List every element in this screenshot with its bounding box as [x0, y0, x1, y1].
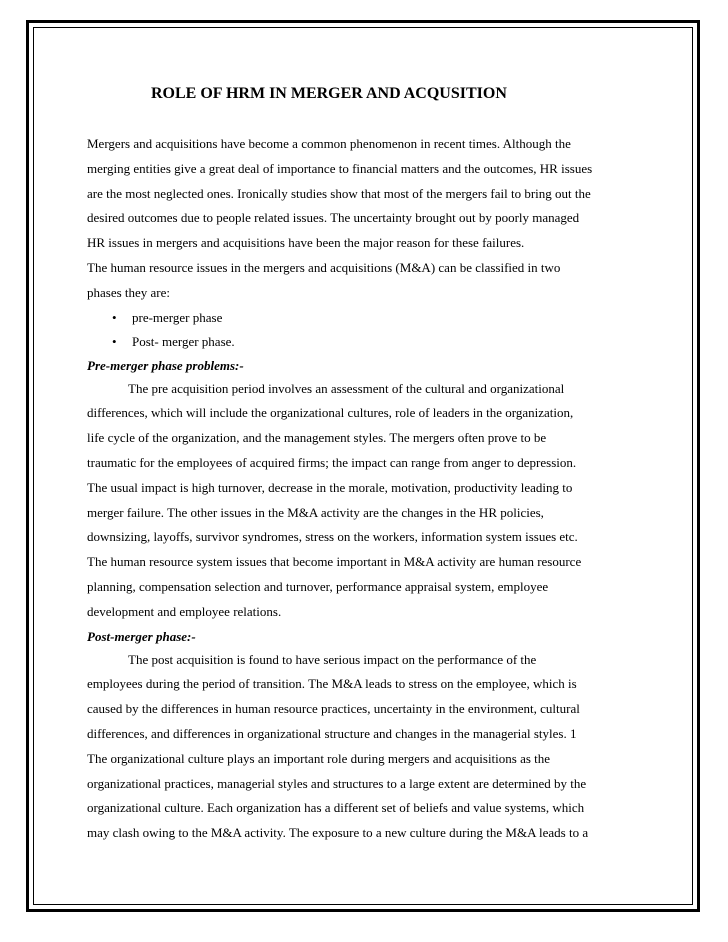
post-merger-line: caused by the differences in human resource practices, uncertainty in the environment, cultural: [87, 701, 580, 717]
pre-merger-line: The human resource system issues that become important in M&A activity are human resource: [87, 554, 582, 570]
post-merger-line: The organizational culture plays an important role during mergers and acquisitions as the: [87, 750, 551, 766]
intro-line: The human resource issues in the mergers and acquisitions (M&A) can be classified in two: [87, 259, 561, 275]
post-merger-line: differences, and differences in organizational structure and changes in the managerial styles. 1: [87, 725, 577, 741]
post-merger-line: The post acquisition is found to have serious impact on the performance of the: [128, 651, 537, 667]
pre-merger-line: traumatic for the employees of acquired firms; the impact can range from anger to depression.: [87, 454, 577, 470]
pre-merger-line: The usual impact is high turnover, decrease in the morale, motivation, productivity leading to: [87, 479, 573, 495]
pre-merger-line: planning, compensation selection and turnover, performance appraisal system, employee: [87, 578, 549, 594]
list-item: [87, 330, 647, 354]
post-merger-line: organizational culture. Each organization has a different set of beliefs and value systems, which: [87, 800, 585, 816]
bullet-icon: •: [112, 333, 117, 349]
intro-line: Mergers and acquisitions have become a common phenomenon in recent times. Although the: [87, 136, 571, 151]
pre-merger-line: differences, which will include the organizational cultures, role of leaders in the organization,: [87, 405, 574, 421]
post-merger-paragraph: [87, 648, 647, 846]
post-merger-heading: Post-merger phase:-: [87, 628, 196, 644]
pre-merger-line: The pre acquisition period involves an assessment of the cultural and organizational: [128, 380, 565, 396]
pre-merger-heading: Pre-merger phase problems:-: [87, 357, 244, 373]
post-merger-line: employees during the period of transition. The M&A leads to stress on the employee, which is: [87, 676, 577, 692]
intro-line: HR issues in mergers and acquisitions have been the major reason for these failures.: [87, 235, 525, 251]
pre-merger-line: downsizing, layoffs, survivor syndromes, stress on the workers, information system issues etc.: [87, 529, 578, 545]
intro-line: phases they are:: [87, 284, 171, 300]
intro-paragraph: [87, 132, 647, 306]
pre-merger-line: merger failure. The other issues in the M&A activity are the changes in the HR policies,: [87, 504, 544, 520]
post-merger-line: organizational practices, managerial styles and structures to a large extent are determined by the: [87, 775, 587, 791]
document-title: ROLE OF HRM IN MERGER AND ACQUSITION: [151, 85, 507, 102]
intro-line: are the most neglected ones. Ironically studies show that most of the mergers fail to bring out the: [87, 185, 591, 201]
list-item: [87, 306, 647, 330]
list-item-label: pre-merger phase: [132, 309, 223, 325]
pre-merger-line: life cycle of the organization, and the management styles. The mergers often prove to be: [87, 430, 547, 446]
phase-list: [87, 306, 647, 354]
list-item-label: Post- merger phase.: [132, 333, 235, 349]
pre-merger-line: development and employee relations.: [87, 603, 282, 619]
post-merger-line: may clash owing to the M&A activity. The exposure to a new culture during the M&A leads to a: [87, 825, 589, 841]
document-body: [87, 84, 647, 846]
pre-merger-paragraph: [87, 377, 647, 625]
intro-line: merging entities give a great deal of importance to financial matters and the outcomes, HR issues: [87, 160, 593, 176]
bullet-icon: •: [112, 309, 117, 325]
intro-line: desired outcomes due to people related issues. The uncertainty brought out by poorly managed: [87, 210, 580, 226]
